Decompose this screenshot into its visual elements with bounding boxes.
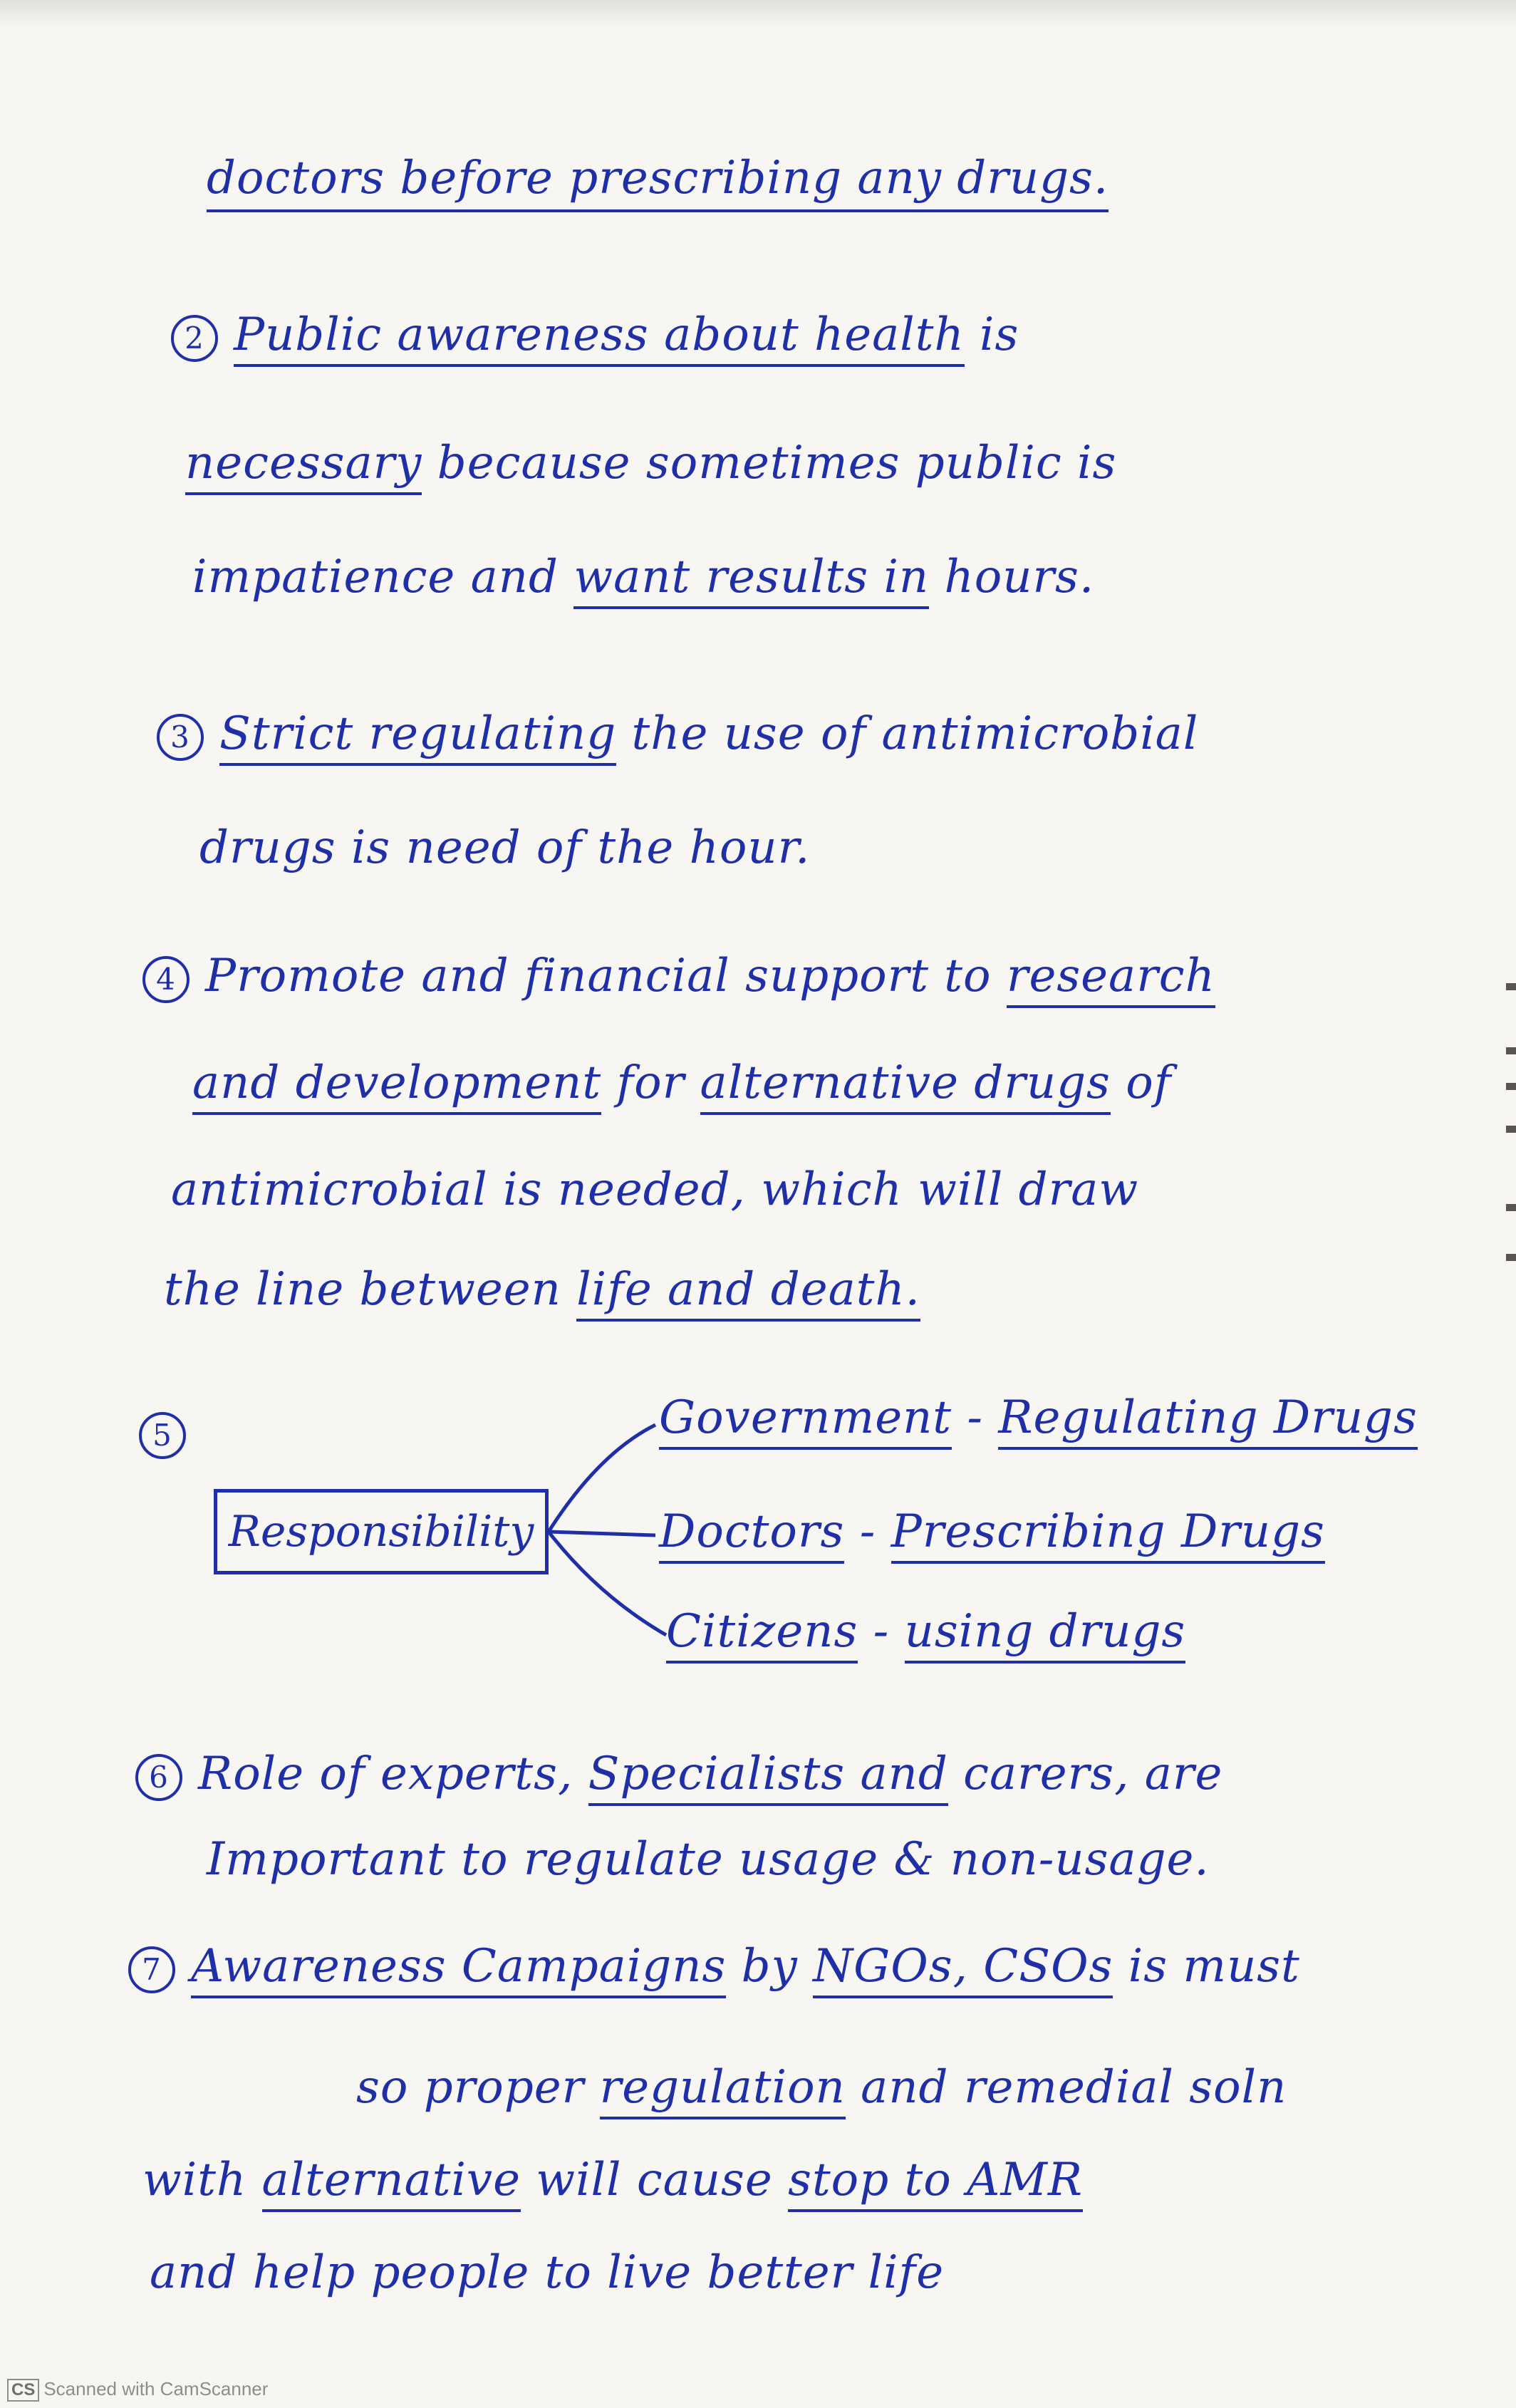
- branch-row-government: Government - Regulating Drugs: [659, 1389, 1418, 1446]
- branch-who: Citizens: [666, 1605, 858, 1664]
- branch-who: Government: [659, 1391, 952, 1450]
- item-2-want-results: want results in: [573, 551, 929, 609]
- item-7-number: 7: [128, 1946, 175, 1993]
- item-4-of: of: [1110, 1057, 1172, 1109]
- conclusion-remedial: and remedial soln: [845, 2061, 1287, 2114]
- item-2-necessary: necessary: [185, 437, 422, 495]
- item-7-must: is must: [1113, 1940, 1300, 1993]
- item-3-number: 3: [157, 714, 204, 761]
- item-7-by: by: [726, 1940, 814, 1993]
- item-6-line-2: Important to regulate usage & non-usage.: [207, 1833, 1210, 1886]
- item-2-hours: hours.: [929, 551, 1095, 603]
- branch-doctors: [549, 1532, 655, 1535]
- item-3-line-2: drugs is need of the hour.: [199, 821, 811, 874]
- branch-row-doctors: Doctors - Prescribing Drugs: [659, 1503, 1325, 1560]
- item-7-ngos: NGOs, CSOs: [813, 1940, 1113, 1998]
- item-6-role: Role of experts,: [198, 1748, 588, 1800]
- continuation-line: doctors before prescribing any drugs.: [207, 150, 1109, 212]
- item-2-because: because sometimes public is: [422, 437, 1117, 489]
- item-5-number: 5: [139, 1412, 186, 1459]
- conclusion-will-cause: will cause: [520, 2154, 789, 2206]
- branch-citizens: [549, 1532, 666, 1635]
- item-4-alternative: alternative drugs: [700, 1057, 1111, 1115]
- branch-row-citizens: Citizens - using drugs: [666, 1603, 1185, 1660]
- branch-who: Doctors: [659, 1505, 844, 1564]
- conclusion-line-1: [356, 2059, 1287, 2116]
- item-7-line-1: [128, 1938, 1300, 1995]
- item-4-promote: Promote and financial support to: [205, 950, 1007, 1002]
- branch-role: Prescribing Drugs: [891, 1505, 1325, 1564]
- conclusion-so-proper: so proper: [356, 2061, 600, 2114]
- item-4-research: research: [1007, 950, 1215, 1008]
- item-7-campaigns: Awareness Campaigns: [191, 1940, 726, 1998]
- conclusion-line-2: [142, 2152, 1083, 2209]
- branch-role: Regulating Drugs: [998, 1391, 1418, 1450]
- camscanner-text: Scanned with CamScanner: [43, 2378, 269, 2399]
- item-3-rest: the use of antimicrobial: [616, 707, 1199, 760]
- item-4-line-between: the line between: [164, 1263, 577, 1316]
- conclusion-with: with: [142, 2154, 262, 2206]
- item-4-development: and development: [192, 1057, 601, 1115]
- item-2-number: 2: [171, 315, 218, 362]
- conclusion-line-3: and help people to live better life: [150, 2246, 945, 2299]
- responsibility-box: Responsibility: [214, 1489, 549, 1574]
- item-4-life-death: life and death.: [576, 1263, 920, 1322]
- item-4-line-3: antimicrobial is needed, which will draw: [171, 1163, 1139, 1216]
- conclusion-stop-amr: stop to AMR: [788, 2154, 1083, 2212]
- item-2-impatience: impatience and: [192, 551, 574, 603]
- item-6-carers: carers, are: [947, 1748, 1223, 1800]
- branch-role: using drugs: [905, 1605, 1186, 1664]
- item-6-line-1: [135, 1745, 1222, 1802]
- scanner-watermark: [7, 2378, 268, 2402]
- item-4-for: for: [601, 1057, 700, 1109]
- conclusion-regulation: regulation: [600, 2061, 846, 2119]
- item-3-strict: Strict regulating: [219, 707, 616, 766]
- item-4-number: 4: [142, 956, 190, 1003]
- item-6-specialists: Specialists and: [588, 1748, 948, 1806]
- item-2-rest: is: [964, 308, 1019, 361]
- item-2-underlined: Public awareness about health: [234, 308, 965, 367]
- conclusion-alternative: alternative: [262, 2154, 521, 2212]
- item-6-number: 6: [135, 1754, 182, 1801]
- camscanner-logo: CS: [7, 2379, 39, 2402]
- branch-government: [549, 1425, 655, 1532]
